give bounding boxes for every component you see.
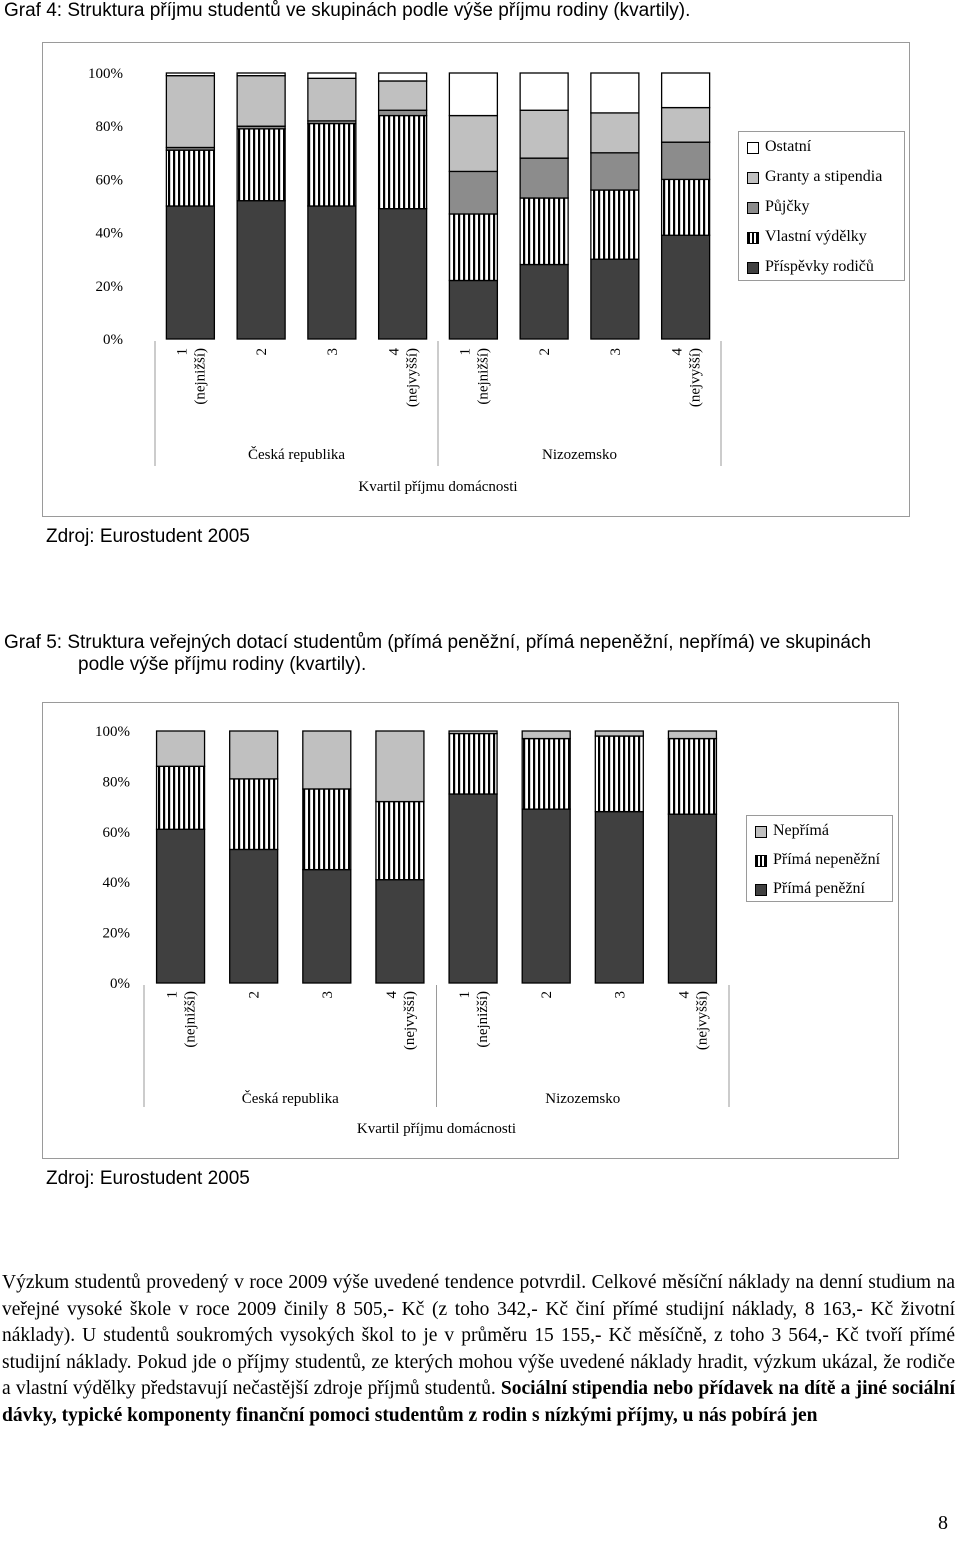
y-tick-label: 40% [102,875,130,892]
x-tick-label [325,348,341,356]
legend-label: Příspěvky rodičů [765,258,874,275]
y-tick-label: 80% [95,119,123,136]
chart-5-source: Zdroj: Eurostudent 2005 [46,1168,250,1189]
y-tick-label: 40% [95,225,123,242]
y-tick-label: 0% [110,976,130,992]
figure-5-caption [4,632,954,676]
x-tick-label [539,991,555,999]
chart-5 [42,702,899,1159]
chart-4 [42,42,910,517]
y-tick-label: 60% [102,824,130,841]
bar-segment [157,766,205,829]
legend-label: Vlastní výdělky [765,228,867,245]
bar-segment [376,880,424,983]
y-tick-label: 80% [102,774,130,791]
svg-text:3: 3 [324,348,341,356]
bar-segment [449,731,497,734]
bar-segment [379,209,427,339]
x-tick-label [457,991,491,1048]
svg-text:1: 1 [174,348,191,356]
legend-swatch [755,826,767,838]
legend-swatch [747,202,759,214]
legend-label: Přímá peněžní [773,880,865,897]
bar-segment [520,110,568,158]
bar-segment [376,802,424,880]
bar-segment [591,113,639,153]
x-axis-title: Kvartil příjmu domácnosti [356,1121,517,1137]
bar-segment [237,76,285,127]
bar-segment [308,78,356,121]
bar-segment [449,794,497,983]
bar-segment [166,206,214,339]
svg-text:(nejvyšší): (nejvyšší) [401,991,418,1051]
y-tick-label: 20% [102,925,130,942]
svg-text:4: 4 [383,991,400,999]
y-tick-label: 20% [95,278,123,295]
svg-text:(nejnižší): (nejnižší) [475,348,492,405]
legend-label: Granty a stipendia [765,168,883,185]
group-label: Nizozemsko [545,1091,621,1107]
bar-segment [668,814,716,983]
y-tick-label: 60% [95,172,123,189]
svg-text:1: 1 [457,348,474,356]
bar-segment [376,731,424,802]
x-tick-label [247,991,263,999]
bar-segment [662,179,710,235]
svg-text:3: 3 [607,348,624,356]
figure-4-caption: Graf 4: Struktura příjmu studentů ve skupinách podle výše příjmu rodiny (kvartily). [4,0,691,21]
bar-segment [166,150,214,206]
svg-text:(nejnižší): (nejnižší) [475,991,492,1048]
bar-segment [449,734,497,794]
x-tick-label [387,348,421,408]
legend-label: Nepřímá [773,822,829,839]
bar-segment [449,116,497,172]
bar-segment [449,280,497,339]
bar-segment [237,129,285,201]
bar-segment [303,789,351,870]
bar-segment [308,206,356,339]
bar-segment [668,739,716,815]
bar-segment [303,731,351,789]
legend-label: Ostatní [765,138,812,155]
body-paragraph [2,1270,955,1429]
bar-segment [522,809,570,983]
svg-text:(nejnižší): (nejnižší) [182,991,199,1048]
bar-segment [237,73,285,76]
bar-segment [379,116,427,209]
page-number: 8 [938,1512,948,1534]
bar-segment [230,731,278,779]
legend-label: Půjčky [765,198,810,215]
bar-segment [668,731,716,739]
svg-text:(nejvyšší): (nejvyšší) [404,348,421,408]
x-tick-label [676,991,710,1051]
y-tick-label: 0% [103,332,123,348]
chart-4-source: Zdroj: Eurostudent 2005 [46,526,250,547]
bar-segment [662,142,710,179]
group-label: Česká republika [247,447,346,463]
group-label: Česká republika [241,1091,339,1107]
bar-segment [308,73,356,78]
x-tick-label [254,348,270,356]
svg-text:4: 4 [386,348,403,356]
chart-4-legend [738,131,905,281]
bar-segment [591,153,639,190]
svg-text:2: 2 [537,348,554,356]
svg-text:3: 3 [319,991,336,999]
bar-segment [230,779,278,850]
figure-5-caption-line2: podle výše příjmu rodiny (kvartily). [78,654,367,675]
x-tick-label [174,348,208,405]
bar-segment [595,736,643,812]
bar-segment [520,265,568,339]
bar-segment [157,829,205,983]
bar-segment [449,171,497,214]
bar-segment [449,214,497,280]
svg-text:2: 2 [539,991,556,999]
bar-segment [520,198,568,265]
bar-segment [662,73,710,108]
legend-swatch [747,262,759,274]
x-tick-label [165,991,199,1048]
bar-segment [522,739,570,810]
bar-segment [449,73,497,116]
legend-swatch [747,142,759,154]
x-axis-title: Kvartil příjmu domácnosti [358,479,518,495]
bar-segment [308,124,356,206]
bar-segment [166,76,214,148]
group-label: Nizozemsko [542,447,617,463]
bar-segment [166,73,214,76]
chart-5-legend [746,815,893,902]
x-tick-label [670,348,704,408]
bar-segment [522,731,570,739]
y-tick-label: 100% [88,66,123,82]
bar-segment [230,849,278,983]
x-tick-label [612,991,628,999]
bar-segment [520,158,568,198]
bar-segment [595,812,643,983]
bar-segment [520,73,568,110]
svg-text:2: 2 [254,348,271,356]
svg-text:1: 1 [164,991,181,999]
svg-text:(nejnižší): (nejnižší) [192,348,209,405]
legend-label: Přímá nepeněžní [773,851,881,868]
legend-swatch [747,172,759,184]
svg-text:1: 1 [457,991,474,999]
bar-segment [379,73,427,81]
bar-segment [595,731,643,736]
x-tick-label [608,348,624,356]
svg-text:4: 4 [669,348,686,356]
bar-segment [379,110,427,115]
bar-segment [303,870,351,983]
svg-text:4: 4 [676,991,693,999]
bar-segment [662,235,710,339]
chart-5-plot [43,703,898,1158]
bar-segment [379,81,427,110]
legend-swatch [755,884,767,896]
bar-segment [591,259,639,339]
y-tick-label: 100% [95,724,130,740]
x-tick-label [457,348,491,405]
x-tick-label [384,991,418,1051]
bar-segment [157,731,205,766]
svg-text:(nejvyšší): (nejvyšší) [687,348,704,408]
x-tick-label [537,348,553,356]
bar-segment [591,73,639,113]
legend-swatch [747,232,759,244]
legend-swatch [755,855,767,867]
figure-5-caption-line1: Graf 5: Struktura veřejných dotací studentům (přímá peněžní, přímá nepeněžní, nepřímá) ve skupinách [4,632,872,653]
bar-segment [662,108,710,143]
bar-segment [591,190,639,259]
svg-text:(nejvyšší): (nejvyšší) [694,991,711,1051]
svg-text:3: 3 [612,991,629,999]
bar-segment [237,201,285,339]
paragraph-text: Výzkum studentů provedený v roce 2009 výše uvedené tendence potvrdil. Celkové měsíční náklady na denní studium na veřejné vysoké škole v roce 2009 činily 8 505,- Kč (z toho 342,- Kč činí přímé studijní náklady, 8 163,- Kč životní náklady). U studentů soukromých vysokých škol to je v průměru 15 155,- Kč měsíčně, z toho 3 564,- Kč tvoří přímé studijní náklady. Pokud jde o příjmy studentů, ze kterých mohou výše uvedené náklady hradit, výzkum ukázal, že rodiče a vlastní výdělky představují nečastější zdroje příjmů studentů. [2,1272,955,1399]
paragraph-bold-text: Sociální stipendia nebo přídavek na dítě a jiné sociální dávky, typické komponenty finanční pomoci studentům z rodin s nízkými příjmy, u nás pobírá jen [2,1378,956,1426]
x-tick-label [320,991,336,999]
svg-text:2: 2 [246,991,263,999]
